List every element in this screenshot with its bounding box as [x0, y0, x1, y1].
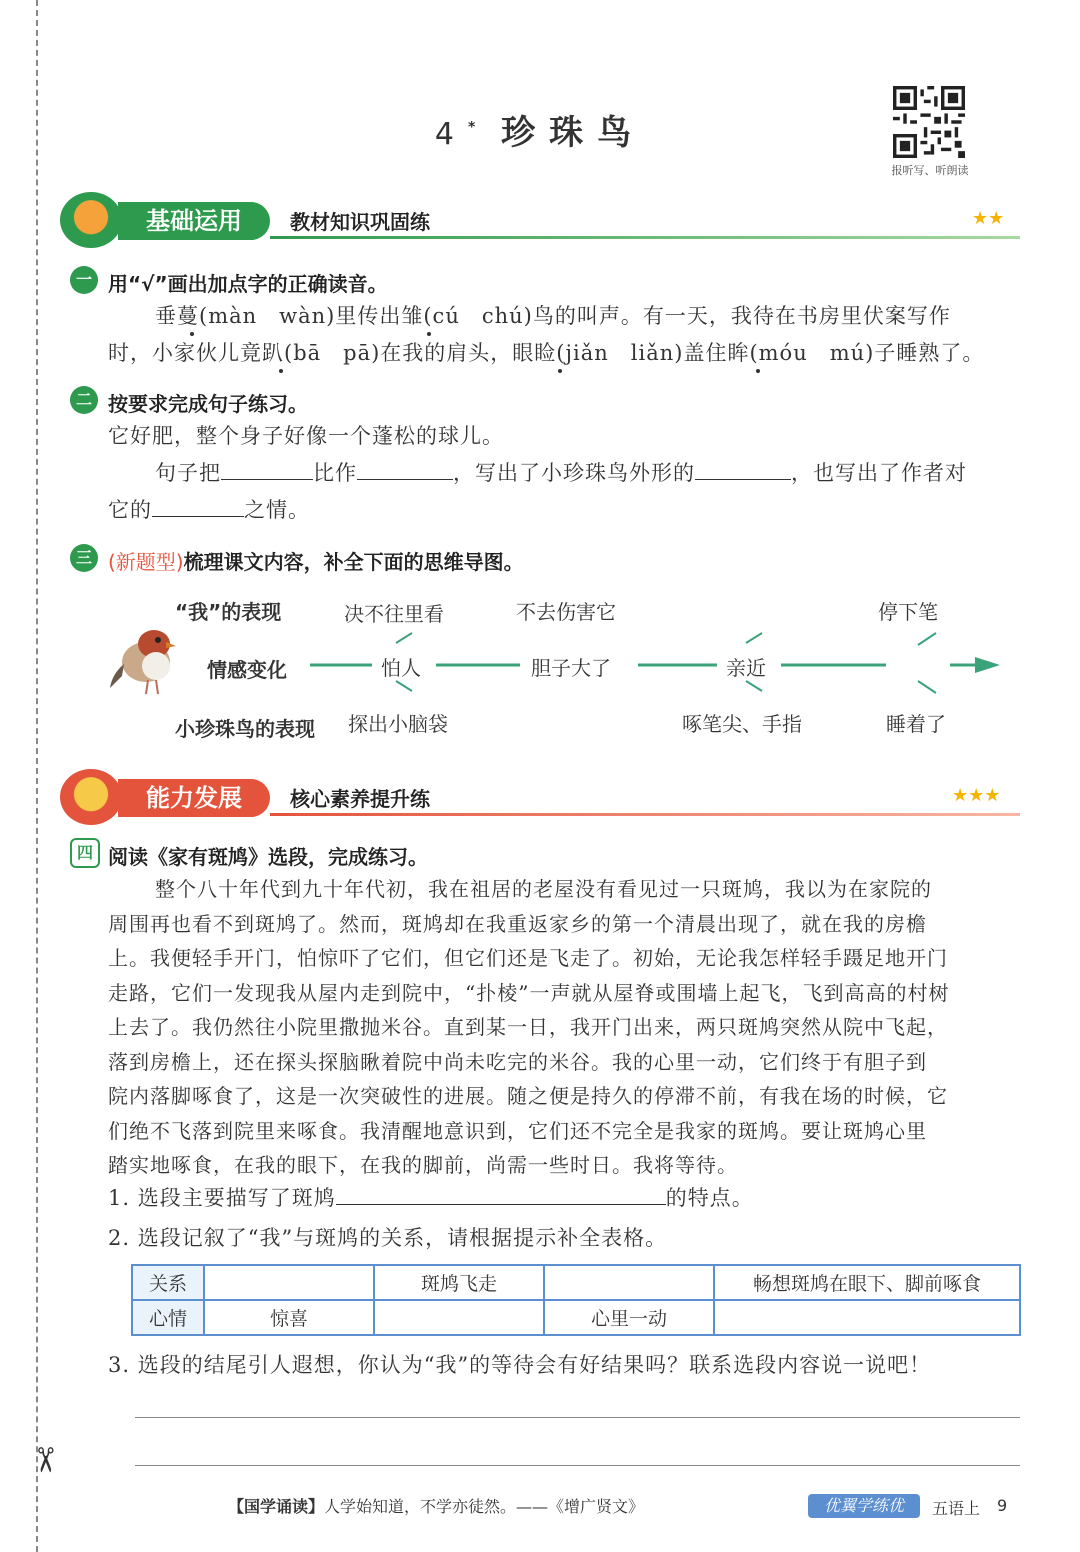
mindmap-node: 亲近	[726, 656, 766, 680]
lesson-number: 4	[434, 117, 468, 152]
mindmap-row-label: 小珍珠鸟的表现	[175, 717, 315, 741]
question-number: 三	[70, 544, 98, 572]
q2-text: 比作	[313, 461, 357, 485]
emphasis-dot	[190, 332, 194, 336]
lesson-name: 珍珠鸟	[501, 113, 646, 153]
q2-fill-line	[155, 455, 967, 492]
quote-tag: 【国学诵读】	[228, 1497, 325, 1516]
section-subtitle: 核心素养提升练	[290, 787, 430, 811]
q2-text: ，也写出了作者对	[791, 461, 967, 485]
emphasis-dot	[558, 369, 562, 373]
mindmap-node: 不去伤害它	[516, 600, 616, 624]
mindmap-node: 睡着了	[886, 712, 946, 736]
section-tag: 能力发展	[118, 779, 270, 817]
q2-text: ，写出了小珍珠鸟外形的	[453, 461, 695, 485]
passage-line: 落到房檐上，还在探头探脑瞅着院中尚未吃完的米谷。我的心里一动，它们终于有胆子到	[108, 1049, 927, 1074]
mindmap-node: 啄笔尖、手指	[682, 712, 802, 736]
table-cell: 畅想斑鸠在眼下、脚前啄食	[714, 1265, 1020, 1300]
mindmap-node: 胆子大了	[531, 656, 611, 680]
mindmap-connectors	[100, 585, 1040, 745]
table-row	[132, 1265, 1020, 1300]
section-subtitle: 教材知识巩固练	[290, 210, 430, 234]
pearl-bird-icon	[108, 618, 178, 698]
answer-blank[interactable]	[221, 457, 313, 480]
passage-line: 们绝不飞落到院里来啄食。我清醒地意识到，它们还不完全是我家的斑鸠。要让斑鸠心里	[108, 1118, 927, 1143]
answer-blank[interactable]	[152, 494, 244, 517]
table-cell-blank[interactable]	[204, 1265, 374, 1300]
passage-line: 踏实地啄食，在我的眼下，在我的脚前，尚需一些时日。我将等待。	[108, 1153, 738, 1177]
mindmap-node: 探出小脑袋	[348, 712, 448, 736]
passage-line: 上。我便轻手开门，怕惊吓了它们，但它们还是飞走了。初始，无论我怎样轻手蹑足地开门	[108, 946, 948, 970]
table-cell: 斑鸠飞走	[374, 1265, 544, 1300]
answer-blank[interactable]	[695, 457, 791, 480]
sub-question-text: 1. 选段主要描写了斑鸠	[108, 1186, 336, 1210]
scissors-icon: ✂	[24, 1445, 65, 1475]
passage-line: 周围再也看不到斑鸠了。然而，斑鸠却在我重返家乡的第一个清晨出现了，就在我的房檐	[108, 911, 927, 936]
question-number: 二	[70, 386, 98, 414]
relationship-table	[131, 1264, 1021, 1336]
table-cell-blank[interactable]	[544, 1265, 714, 1300]
sub-question-text: 的特点。	[665, 1186, 754, 1210]
difficulty-stars: ★★★	[952, 785, 1001, 806]
sub-question-2: 2. 选段记叙了“我”与斑鸠的关系，请根据提示补全表格。	[108, 1226, 668, 1250]
table-row	[132, 1300, 1020, 1335]
q2-fill-line-2	[108, 492, 310, 529]
question-title	[108, 546, 524, 575]
mindmap-row-label: “我”的表现	[175, 600, 282, 624]
section-rule	[270, 813, 1020, 816]
q3-title-text: 梳理课文内容，补全下面的思维导图。	[183, 550, 524, 574]
section-badge-icon	[60, 769, 122, 825]
grade-label: 五语上	[932, 1499, 981, 1518]
difficulty-stars: ★★	[972, 208, 1005, 229]
table-cell-blank[interactable]	[714, 1300, 1020, 1335]
table-header-cell: 关系	[132, 1265, 204, 1300]
q2-sentence: 它好肥，整个身子好像一个蓬松的球儿。	[108, 424, 504, 448]
passage-line: 上去了。我仍然往小院里撒抛米谷。直到某一日，我开门出来，两只斑鸠突然从院中飞起，	[108, 1015, 948, 1039]
brand-badge: 优翼学练优	[808, 1494, 920, 1518]
table-cell: 惊喜	[204, 1300, 374, 1335]
q2-text: 句子把	[155, 461, 221, 485]
section-rule	[270, 236, 1020, 239]
question-title: 按要求完成句子练习。	[108, 392, 308, 416]
reading-passage	[108, 872, 1020, 1183]
passage-line: 院内落脚啄食了，这是一次突破性的进展。随之便是持久的停滞不前，有我在场的时候，它	[108, 1084, 948, 1108]
emphasis-dot	[279, 369, 283, 373]
emphasis-dot	[427, 332, 431, 336]
answer-line[interactable]	[135, 1417, 1020, 1418]
page-number: 9	[997, 1496, 1008, 1515]
lesson-mark: *	[467, 119, 476, 136]
qr-caption: 报听写、听朗读	[891, 164, 969, 177]
section-tag: 基础运用	[118, 202, 270, 240]
mindmap-node: 决不往里看	[344, 602, 444, 626]
question-number: 四	[70, 838, 100, 868]
q2-text: 它的	[108, 498, 152, 522]
answer-blank[interactable]	[336, 1182, 666, 1205]
mindmap-row-label: 情感变化	[207, 658, 287, 682]
question-number: 一	[70, 266, 98, 294]
question-title: 用“√”画出加点字的正确读音。	[108, 272, 388, 296]
table-header-cell: 心情	[132, 1300, 204, 1335]
passage-line: 走路，它们一发现我从屋内走到院中，“扑棱”一声就从屋脊或围墙上起飞，飞到高高的村树	[108, 980, 950, 1005]
new-type-tag: (新题型)	[108, 550, 184, 574]
quote-text: 人学始知道，不学亦徒然。——《增广贤文》	[324, 1497, 645, 1516]
passage-line: 整个八十年代到九十年代初，我在祖居的老屋没有看见过一只斑鸠，我以为在家院的	[155, 877, 932, 901]
answer-line[interactable]	[135, 1465, 1020, 1466]
mindmap-node: 怕人	[381, 656, 421, 680]
sub-question-3: 3. 选段的结尾引人遐想，你认为“我”的等待会有好结果吗？联系选段内容说一说吧！	[108, 1353, 932, 1377]
sub-question-1	[108, 1180, 754, 1217]
q2-text: 之情。	[244, 498, 310, 522]
section-badge-icon	[60, 192, 122, 248]
qr-code-icon[interactable]	[893, 86, 965, 158]
footer-quote	[228, 1494, 644, 1517]
mindmap-node: 停下笔	[878, 600, 938, 624]
table-cell: 心里一动	[544, 1300, 714, 1335]
q1-line-2: 时，小家伙儿竟趴(bā pā)在我的肩头，眼睑(jiǎn liǎn)盖住眸(móu mú)子睡熟了。	[108, 341, 985, 365]
emphasis-dot	[756, 369, 760, 373]
section-ability-band	[0, 775, 1080, 821]
question-title: 阅读《家有斑鸠》选段，完成练习。	[108, 845, 428, 869]
q1-line-1: 垂蔓(màn wàn)里传出雏(cú chú)鸟的叫声。有一天，我待在书房里伏案写作	[155, 304, 951, 328]
section-basic-band	[0, 198, 1080, 244]
table-cell-blank[interactable]	[374, 1300, 544, 1335]
answer-blank[interactable]	[357, 457, 453, 480]
